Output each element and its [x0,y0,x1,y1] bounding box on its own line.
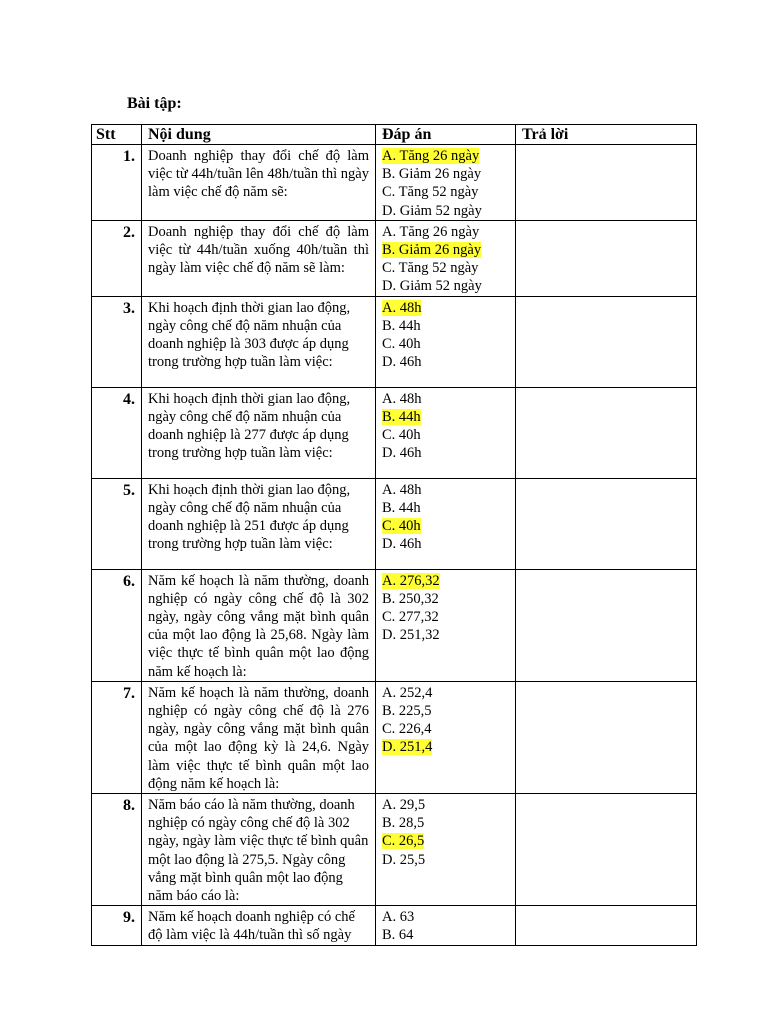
question-number: 4. [92,387,142,478]
answer-option-text: A. 48h [382,390,422,407]
answer-option [382,165,511,183]
answer-option [382,481,511,499]
answer-option [382,259,511,277]
header-stt: Stt [92,125,142,145]
answer-option-text: B. Giảm 26 ngày [382,166,482,183]
page-title: Bài tập: [127,95,182,112]
answer-option-text: D. 251,32 [382,627,440,644]
reply-cell[interactable] [516,569,697,681]
answer-options [376,478,516,569]
answer-option-text: C. 40h [382,427,421,444]
answer-option-text: B. 64 [382,927,414,944]
header-row [92,125,697,145]
reply-cell[interactable] [516,387,697,478]
answer-option-text: D. 46h [382,354,422,371]
question-cell [142,794,376,906]
answer-option-text: B. 44h [382,317,421,334]
question-number: 6. [92,569,142,681]
question-cell [142,387,376,478]
reply-cell[interactable] [516,794,697,906]
answer-option [382,277,511,295]
answer-option [382,183,511,201]
answer-option [382,223,511,241]
reply-cell[interactable] [516,220,697,296]
answer-option-text: A. 48h [382,481,422,498]
answer-option [382,353,511,371]
answer-option [382,535,511,553]
answer-option [382,241,511,259]
answer-options [376,387,516,478]
answer-option [382,517,511,535]
question-cell [142,296,376,387]
correct-answer-highlight: C. 40h [382,518,421,535]
question-text: Năm báo cáo là năm thường, doanh nghiệp có ngày công chế độ là 302 ngày, ngày làm việc thực tế bình quân một lao động là 275,5. Ngày công vắng mặt bình quân một lao động năm báo cáo là: [148,797,369,905]
answer-options [376,145,516,221]
question-text: Khi hoạch định thời gian lao động, ngày công chế độ năm nhuận của doanh nghiệp là 303 được áp dụng trong trường hợp tuần làm việc: [148,299,351,371]
answer-option [382,299,511,317]
question-text: Năm kế hoạch doanh nghiệp có chế độ làm việc là 44h/tuần thì số ngày [148,909,355,944]
answer-option [382,851,511,869]
answer-option [382,626,511,644]
answer-option [382,720,511,738]
question-text: Năm kế hoạch là năm thường, doanh nghiệp có ngày công chế độ là 302 ngày, ngày công vắng mặt bình quân của một lao động là 25,68. Ngày làm việc thực tế bình quân một lao động năm kế hoạch là: [148,572,369,680]
reply-cell[interactable] [516,906,697,945]
reply-cell[interactable] [516,296,697,387]
answer-option-text: A. 29,5 [382,797,426,814]
answer-option [382,590,511,608]
answer-option [382,444,511,462]
answer-option [382,908,511,926]
answer-option-text: D. 25,5 [382,851,426,868]
answer-option [382,147,511,165]
question-text: Doanh nghiệp thay đổi chế độ làm việc từ 44h/tuần lên 48h/tuần thì ngày làm việc chế độ năm sẽ: [148,148,369,201]
answer-options [376,220,516,296]
answer-options [376,906,516,945]
question-row [92,296,697,387]
correct-answer-highlight: C. 26,5 [382,833,425,850]
question-text: Doanh nghiệp thay đổi chế độ làm việc từ 44h/tuần xuống 40h/tuần thì ngày làm việc chế độ năm sẽ làm: [148,223,369,277]
question-text: Khi hoạch định thời gian lao động, ngày công chế độ năm nhuận của doanh nghiệp là 251 được áp dụng trong trường hợp tuần làm việc: [148,481,351,553]
answer-option-text: D. Giảm 52 ngày [382,202,482,219]
question-row [92,794,697,906]
header-answer: Đáp án [376,125,516,145]
question-row [92,569,697,681]
correct-answer-highlight: D. 251,4 [382,739,433,756]
question-number: 1. [92,145,142,221]
answer-option-text: D. Giảm 52 ngày [382,278,482,295]
answer-option [382,499,511,517]
question-row [92,906,697,945]
question-number: 8. [92,794,142,906]
question-number: 2. [92,220,142,296]
correct-answer-highlight: A. Tăng 26 ngày [382,148,480,164]
header-reply: Trả lời [516,125,697,145]
answer-option-text: B. 44h [382,499,421,516]
answer-option [382,926,511,944]
question-row [92,681,697,793]
question-number: 5. [92,478,142,569]
question-cell [142,906,376,945]
answer-option [382,702,511,720]
answer-option-text: B. 28,5 [382,815,425,832]
question-cell [142,145,376,221]
reply-cell[interactable] [516,478,697,569]
answer-option [382,202,511,220]
answer-option [382,390,511,408]
question-cell [142,681,376,793]
correct-answer-highlight: B. 44h [382,408,421,425]
answer-option [382,426,511,444]
question-cell [142,220,376,296]
answer-option [382,738,511,756]
answer-option-text: C. Tăng 52 ngày [382,184,479,201]
answer-options [376,296,516,387]
header-content: Nội dung [142,125,376,145]
answer-option [382,832,511,850]
answer-option [382,572,511,590]
question-number: 9. [92,906,142,945]
answer-option [382,684,511,702]
answer-option [382,814,511,832]
answer-option-text: C. Tăng 52 ngày [382,260,479,277]
correct-answer-highlight: A. 276,32 [382,572,440,589]
answer-options [376,681,516,793]
reply-cell[interactable] [516,681,697,793]
reply-cell[interactable] [516,145,697,221]
answer-option [382,317,511,335]
answer-option [382,608,511,626]
correct-answer-highlight: A. 48h [382,299,422,316]
answer-option-text: A. Tăng 26 ngày [382,223,480,240]
answer-option-text: C. 277,32 [382,609,439,626]
question-cell [142,478,376,569]
answer-option-text: C. 226,4 [382,721,432,738]
answer-option-text: D. 46h [382,536,422,553]
question-text: Khi hoạch định thời gian lao động, ngày công chế độ năm nhuận của doanh nghiệp là 277 được áp dụng trong trường hợp tuần làm việc: [148,390,351,462]
question-row [92,145,697,221]
question-number: 3. [92,296,142,387]
answer-option-text: A. 63 [382,909,415,926]
answer-option-text: A. 252,4 [382,684,433,701]
question-number: 7. [92,681,142,793]
answer-option [382,796,511,814]
answer-option-text: C. 40h [382,336,421,353]
answer-option-text: B. 225,5 [382,703,432,720]
answer-option [382,335,511,353]
exercise-table [91,124,697,946]
answer-options [376,569,516,681]
question-row [92,220,697,296]
question-row [92,387,697,478]
answer-options [376,794,516,906]
question-cell [142,569,376,681]
answer-option [382,408,511,426]
answer-option-text: B. 250,32 [382,590,439,607]
question-text: Năm kế hoạch là năm thường, doanh nghiệp có ngày công chế độ là 276 ngày, ngày công vắng mặt bình quân của một lao động kỳ là 24,6. Ngày làm việc thực tế bình quân một lao động năm kế hoạch là: [148,684,369,792]
question-row [92,478,697,569]
correct-answer-highlight: B. Giảm 26 ngày [382,242,482,259]
answer-option-text: D. 46h [382,445,422,462]
